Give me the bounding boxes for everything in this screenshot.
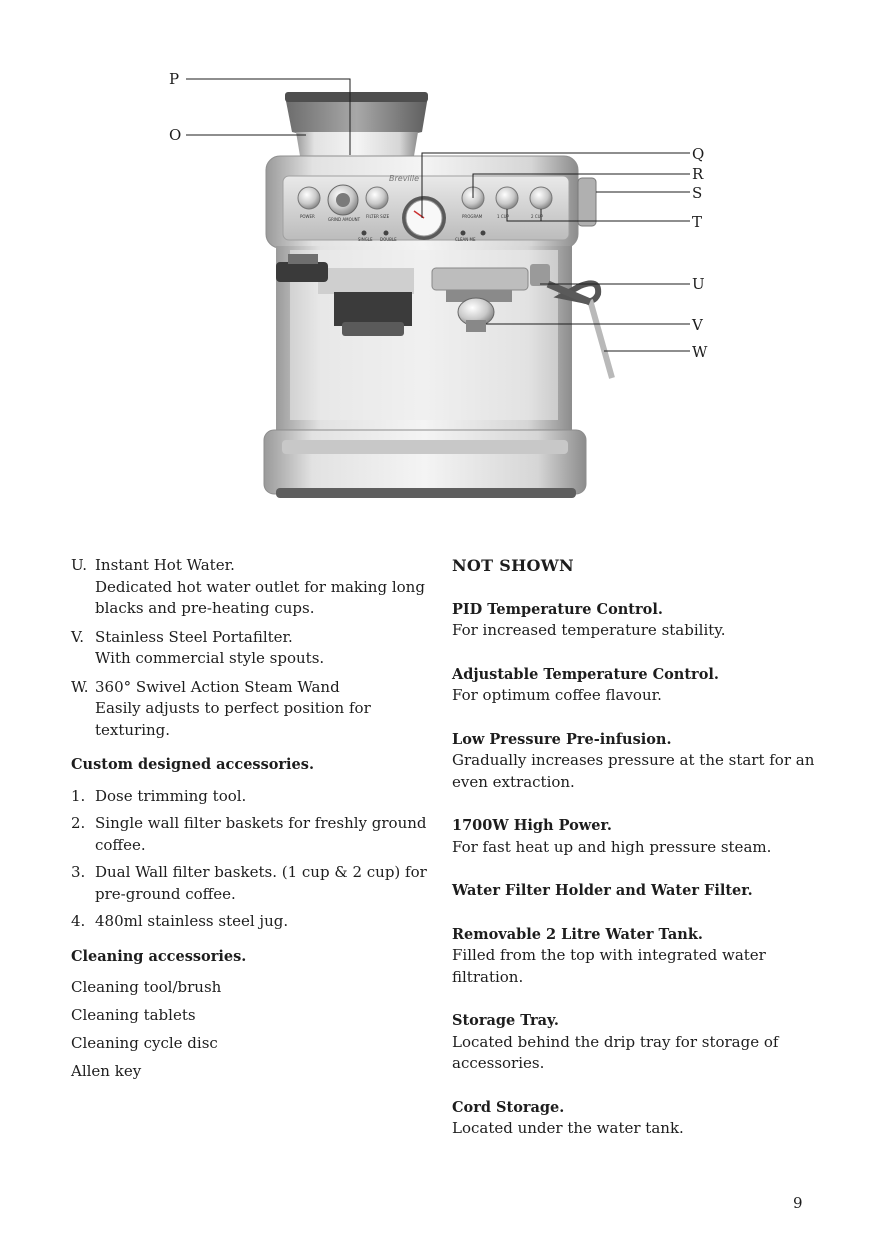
callout-t: T bbox=[692, 213, 703, 231]
feature-title: Removable 2 Litre Water Tank. bbox=[452, 925, 703, 943]
brand-label: Breville bbox=[389, 174, 420, 183]
part-desc: With commercial style spouts. bbox=[95, 649, 325, 667]
part-title: 360° Swivel Action Steam Wand bbox=[95, 677, 340, 696]
part-letter: V. bbox=[71, 627, 84, 646]
callout-p: P bbox=[169, 70, 180, 88]
bean-hopper bbox=[285, 92, 428, 156]
feature-item bbox=[452, 1010, 832, 1075]
callout-q: Q bbox=[692, 145, 705, 163]
double-label: DOUBLE bbox=[380, 237, 397, 242]
item-text: 480ml stainless steel jug. bbox=[95, 912, 289, 930]
machine-figure bbox=[0, 0, 875, 520]
accessories-heading: Custom designed accessories. bbox=[71, 756, 314, 773]
part-letter: U. bbox=[71, 556, 88, 574]
part-desc: Dedicated hot water outlet for making long blacks and pre-heating cups. bbox=[95, 577, 425, 617]
program-label: PROGRAM bbox=[462, 214, 483, 219]
part-title: Instant Hot Water. bbox=[95, 556, 235, 574]
part-title: Stainless Steel Portafilter. bbox=[95, 627, 293, 646]
callout-u: U bbox=[692, 275, 705, 293]
feature-title: Low Pressure Pre-infusion. bbox=[452, 730, 672, 748]
callout-s: S bbox=[692, 184, 703, 202]
feature-item bbox=[452, 664, 832, 707]
list-item: Cleaning tablets bbox=[71, 1006, 196, 1024]
feature-title: Cord Storage. bbox=[452, 1098, 565, 1116]
feature-item bbox=[452, 1097, 832, 1140]
feature-desc: Located behind the drip tray for storage of accessories. bbox=[452, 1032, 779, 1072]
power-label: POWER bbox=[300, 214, 315, 219]
two-cup-label: 2 CUP bbox=[531, 214, 543, 219]
feature-title: PID Temperature Control. bbox=[452, 600, 663, 618]
feature-desc: Located under the water tank. bbox=[452, 1119, 684, 1137]
page-number: 9 bbox=[793, 1194, 803, 1212]
feature-item bbox=[452, 729, 832, 794]
feature-title: Water Filter Holder and Water Filter. bbox=[452, 882, 753, 899]
feature-item bbox=[452, 815, 832, 858]
grind-amount-label: GRIND AMOUNT bbox=[328, 217, 361, 222]
item-number: 1. bbox=[71, 786, 86, 805]
part-w bbox=[71, 677, 431, 742]
item-number: 3. bbox=[71, 863, 86, 881]
feature-desc: Gradually increases pressure at the start for an even extraction. bbox=[452, 751, 815, 791]
callout-w: W bbox=[692, 343, 708, 361]
item-number: 4. bbox=[71, 912, 86, 930]
list-item bbox=[71, 911, 431, 933]
list-item bbox=[71, 862, 431, 905]
callout-o: O bbox=[169, 126, 182, 144]
pressure-gauge bbox=[402, 196, 446, 240]
filter-size-label: FILTER SIZE bbox=[366, 214, 390, 219]
part-desc: Easily adjusts to perfect position for texturing. bbox=[95, 699, 371, 739]
item-text: Single wall filter baskets for freshly ground coffee. bbox=[95, 814, 427, 854]
one-cup-label: 1 CUP bbox=[497, 214, 509, 219]
feature-title: Storage Tray. bbox=[452, 1012, 559, 1029]
list-item: Allen key bbox=[71, 1062, 142, 1080]
feature-item bbox=[452, 599, 832, 642]
list-item bbox=[71, 813, 431, 856]
part-u bbox=[71, 555, 431, 620]
feature-desc: For increased temperature stability. bbox=[452, 621, 726, 639]
list-item bbox=[71, 786, 431, 808]
feature-title: 1700W High Power. bbox=[452, 817, 612, 834]
callout-v: V bbox=[692, 316, 703, 334]
item-text: Dose trimming tool. bbox=[95, 786, 247, 805]
cleaning-heading: Cleaning accessories. bbox=[71, 947, 247, 965]
right-column bbox=[452, 555, 832, 1162]
feature-title: Adjustable Temperature Control. bbox=[452, 665, 719, 683]
clean-me-label: CLEAN ME bbox=[455, 237, 476, 242]
part-letter: W. bbox=[71, 677, 89, 696]
left-column bbox=[71, 555, 431, 1089]
single-label: SINGLE bbox=[358, 237, 373, 242]
feature-item bbox=[452, 880, 832, 902]
feature-desc: Filled from the top with integrated water filtration. bbox=[452, 946, 766, 986]
item-number: 2. bbox=[71, 814, 86, 832]
feature-item bbox=[452, 924, 832, 989]
feature-desc: For fast heat up and high pressure steam. bbox=[452, 837, 772, 856]
feature-desc: For optimum coffee flavour. bbox=[452, 686, 662, 704]
not-shown-heading: NOT SHOWN bbox=[452, 556, 574, 575]
item-text: Dual Wall filter baskets. (1 cup & 2 cup) for pre-ground coffee. bbox=[95, 863, 427, 903]
callout-r: R bbox=[692, 165, 704, 183]
list-item: Cleaning cycle disc bbox=[71, 1034, 218, 1052]
espresso-machine-illustration bbox=[0, 0, 875, 520]
part-v bbox=[71, 627, 431, 670]
list-item: Cleaning tool/brush bbox=[71, 978, 222, 996]
